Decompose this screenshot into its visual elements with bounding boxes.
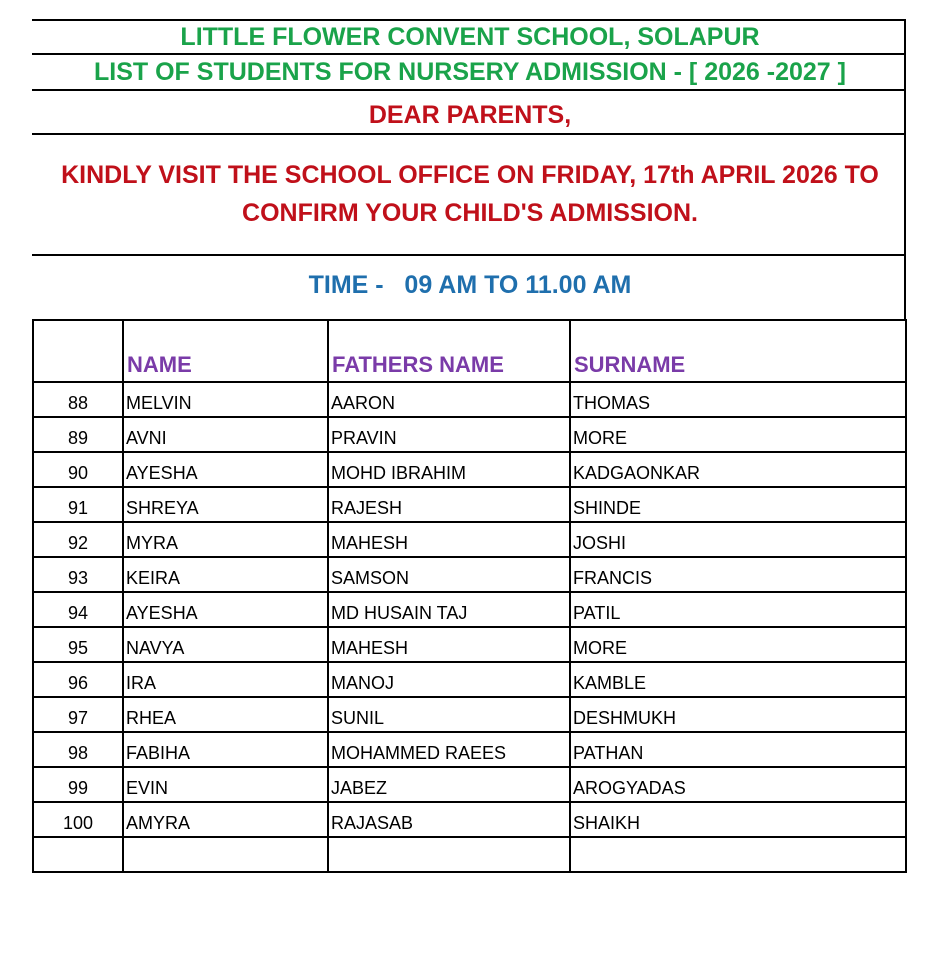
father-name: AARON	[331, 393, 396, 413]
surname: MORE	[573, 638, 627, 658]
row-number: 90	[67, 463, 89, 483]
notice-line-1: KINDLY VISIT THE SCHOOL OFFICE ON FRIDAY, 17th APRIL 2026 TO	[61, 161, 879, 189]
father-name: JABEZ	[331, 778, 388, 798]
surname: SHAIKH	[573, 813, 641, 833]
time-text: TIME - 09 AM TO 11.00 AM	[308, 271, 632, 299]
table-rule	[32, 836, 906, 838]
father-name: MANOJ	[331, 673, 394, 693]
row-number: 92	[67, 533, 89, 553]
father-name: PRAVIN	[331, 428, 397, 448]
surname: AROGYADAS	[573, 778, 686, 798]
student-name: AYESHA	[126, 463, 198, 483]
table-rule	[32, 801, 906, 803]
student-name: AVNI	[126, 428, 167, 448]
surname: MORE	[573, 428, 627, 448]
row-number: 91	[67, 498, 89, 518]
table-rule	[32, 451, 906, 453]
surname: KADGAONKAR	[573, 463, 701, 483]
surname: SHINDE	[573, 498, 642, 518]
row-number: 98	[67, 743, 89, 763]
surname: DESHMUKH	[573, 708, 677, 728]
surname: JOSHI	[573, 533, 627, 553]
greeting: DEAR PARENTS,	[368, 101, 572, 129]
row-number: 94	[67, 603, 89, 623]
student-name: SHREYA	[126, 498, 199, 518]
rule-4	[32, 254, 906, 256]
table-rule	[32, 626, 906, 628]
table-rule	[327, 319, 329, 873]
father-name: SAMSON	[331, 568, 410, 588]
student-name: IRA	[126, 673, 157, 693]
table-rule	[32, 871, 906, 873]
student-name: EVIN	[126, 778, 169, 798]
student-name: KEIRA	[126, 568, 181, 588]
surname: PATIL	[573, 603, 621, 623]
row-number: 93	[67, 568, 89, 588]
surname: KAMBLE	[573, 673, 647, 693]
school-title: LITTLE FLOWER CONVENT SCHOOL, SOLAPUR	[180, 23, 760, 51]
row-number: 89	[67, 428, 89, 448]
table-rule	[122, 319, 124, 873]
father-name: SUNIL	[331, 708, 385, 728]
table-rule	[32, 416, 906, 418]
father-name: MOHAMMED RAEES	[331, 743, 507, 763]
surname: PATHAN	[573, 743, 644, 763]
father-name: MOHD IBRAHIM	[331, 463, 466, 483]
surname: FRANCIS	[573, 568, 653, 588]
column-header: NAME	[127, 352, 192, 377]
student-name: RHEA	[126, 708, 177, 728]
row-number: 88	[67, 393, 89, 413]
table-rule	[32, 556, 906, 558]
father-name: MAHESH	[331, 533, 409, 553]
father-name: RAJASAB	[331, 813, 414, 833]
student-name: AMYRA	[126, 813, 191, 833]
rule-top	[32, 19, 906, 21]
rule-3	[32, 133, 906, 135]
student-name: NAVYA	[126, 638, 185, 658]
rule-2	[32, 89, 906, 91]
table-rule	[32, 731, 906, 733]
father-name: MAHESH	[331, 638, 409, 658]
father-name: MD HUSAIN TAJ	[331, 603, 468, 623]
table-rule	[32, 381, 906, 383]
table-rule	[569, 319, 571, 873]
table-rule	[32, 486, 906, 488]
surname: THOMAS	[573, 393, 651, 413]
table-rule	[32, 766, 906, 768]
row-number: 96	[67, 673, 89, 693]
row-number: 97	[67, 708, 89, 728]
father-name: RAJESH	[331, 498, 403, 518]
student-name: MELVIN	[126, 393, 192, 413]
column-header: FATHERS NAME	[332, 352, 504, 377]
table-rule	[32, 696, 906, 698]
row-number: 95	[67, 638, 89, 658]
student-name: AYESHA	[126, 603, 198, 623]
rule-1	[32, 53, 906, 55]
notice-line-2: CONFIRM YOUR CHILD'S ADMISSION.	[242, 199, 698, 227]
student-name: MYRA	[126, 533, 179, 553]
list-title: LIST OF STUDENTS FOR NURSERY ADMISSION - [ 2026 -2027 ]	[94, 58, 846, 86]
table-rule	[32, 521, 906, 523]
table-rule	[32, 661, 906, 663]
column-header: SURNAME	[574, 352, 686, 377]
row-number: 99	[67, 778, 89, 798]
table-rule	[32, 591, 906, 593]
table-rule	[905, 319, 907, 873]
table-rule	[32, 319, 906, 321]
student-name: FABIHA	[126, 743, 191, 763]
row-number: 100	[62, 813, 94, 833]
